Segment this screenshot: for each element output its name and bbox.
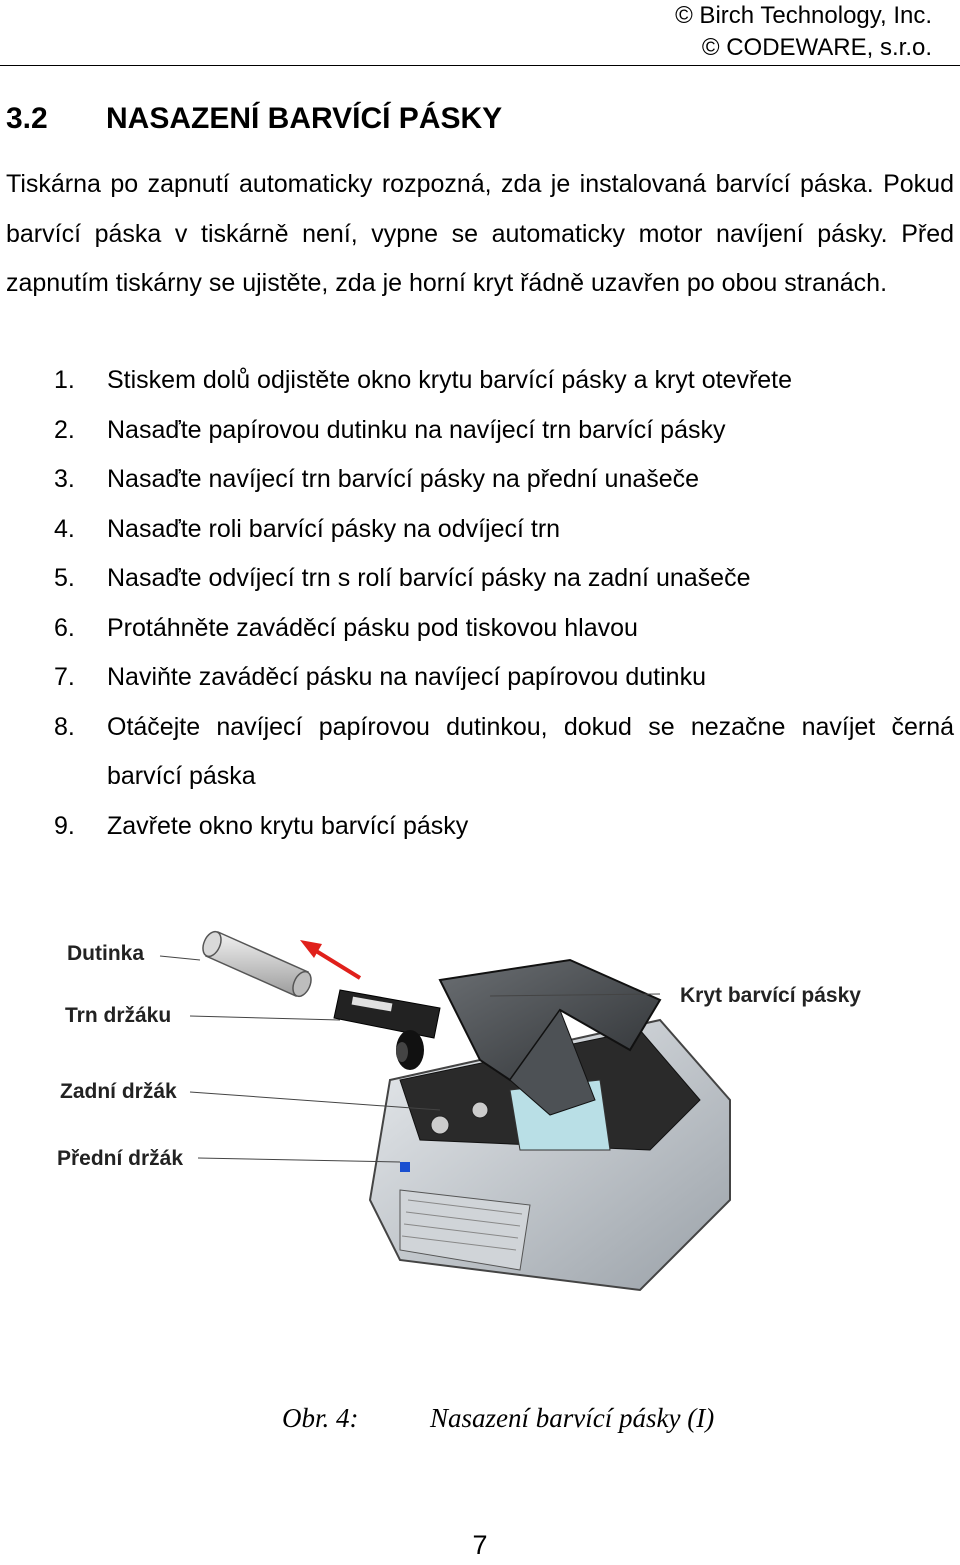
intro-paragraph: Tiskárna po zapnutí automaticky rozpozná, zda je instalovaná barvící páska. Pokud barvící páska v tiskárně není, vypne se automaticky motor navíjení pásky. Před zapnutím tiskárny se ujistěte, zda je horní kryt řádně uzavřen po obou stranách. xyxy=(6,170,954,297)
copyright-codeware: © CODEWARE, s.r.o. xyxy=(701,34,932,61)
caption-label: Obr. 4: xyxy=(282,1403,359,1433)
label-rear-holder: Zadní držák xyxy=(60,1080,177,1103)
step-number: 5. xyxy=(54,564,75,592)
step-number: 3. xyxy=(54,465,75,493)
step-number: 4. xyxy=(54,514,75,543)
list-item xyxy=(0,703,954,802)
list-item xyxy=(0,554,954,604)
header-rule xyxy=(0,65,960,66)
label-ribbon-cover: Kryt barvící pásky xyxy=(680,984,861,1007)
label-paper-core: Dutinka xyxy=(67,942,145,965)
step-text: Naviňte zaváděcí pásku na navíjecí papírovou dutinku xyxy=(107,663,706,691)
printer-illustration xyxy=(40,900,940,1300)
page-number: 7 xyxy=(472,1530,488,1560)
ribbon-spindle xyxy=(334,990,440,1070)
list-item xyxy=(0,802,954,852)
caption-text: Nasazení barvící pásky (I) xyxy=(430,1403,715,1433)
step-text: Nasaďte roli barvící pásky na odvíjecí trn xyxy=(107,514,561,543)
list-item xyxy=(0,653,954,703)
list-item xyxy=(0,455,954,505)
list-item xyxy=(0,505,954,555)
step-number: 2. xyxy=(54,415,75,444)
label-spindle: Trn držáku xyxy=(65,1004,172,1027)
step-text: Nasaďte papírovou dutinku na navíjecí trn barvící pásky xyxy=(107,415,726,444)
list-item xyxy=(0,406,954,456)
label-front-holder: Přední držák xyxy=(57,1147,184,1170)
section-number: 3.2 xyxy=(6,102,48,135)
step-number: 9. xyxy=(54,811,75,840)
list-item xyxy=(0,356,954,406)
paper-core xyxy=(199,929,314,999)
copyright-birch: © Birch Technology, Inc. xyxy=(675,2,932,29)
step-text: Nasaďte odvíjecí trn s rolí barvící pásky na zadní unašeče xyxy=(107,564,751,592)
printer-drawing xyxy=(40,900,940,1300)
step-text: Protáhněte zaváděcí pásku pod tiskovou hlavou xyxy=(107,613,638,642)
step-text: Stiskem dolů odjistěte okno krytu barvící pásky a kryt otevřete xyxy=(107,366,793,394)
section-heading: NASAZENÍ BARVÍCÍ PÁSKY xyxy=(106,102,503,135)
page-header xyxy=(675,0,932,64)
step-number: 1. xyxy=(54,366,75,394)
insert-direction-arrow xyxy=(300,940,360,978)
section-title xyxy=(6,102,502,136)
step-text: Zavřete okno krytu barvící pásky xyxy=(107,811,469,840)
step-number: 7. xyxy=(54,663,75,691)
step-number: 8. xyxy=(54,712,75,741)
step-text: Nasaďte navíjecí trn barvící pásky na přední unašeče xyxy=(107,465,700,493)
step-text: Otáčejte navíjecí papírovou dutinkou, dokud se nezačne navíjet černá barvící páska xyxy=(107,712,954,790)
figure-caption xyxy=(282,1403,714,1434)
list-item xyxy=(0,604,954,654)
step-number: 6. xyxy=(54,613,75,642)
step-list xyxy=(0,356,954,851)
